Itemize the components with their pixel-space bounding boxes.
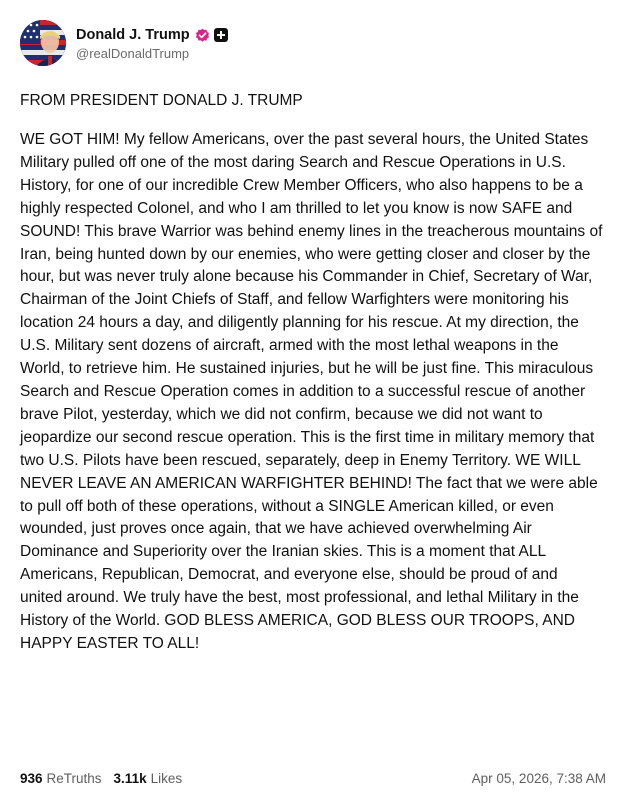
- post-headline: FROM PRESIDENT DONALD J. TRUMP: [20, 92, 303, 109]
- author-names: [76, 25, 228, 61]
- verified-badge-icon: [195, 28, 210, 43]
- avatar[interactable]: [20, 20, 66, 66]
- retruths-stat[interactable]: [20, 771, 102, 786]
- likes-label: Likes: [150, 770, 183, 786]
- likes-stat[interactable]: [114, 771, 183, 786]
- plus-badge-icon: [214, 28, 228, 42]
- author-display-name[interactable]: Donald J. Trump: [76, 27, 190, 43]
- name-row: [76, 25, 228, 45]
- author-handle[interactable]: @realDonaldTrump: [76, 46, 190, 61]
- retruths-count: 936: [20, 770, 43, 786]
- likes-count: 3.11k: [113, 770, 147, 786]
- avatar-image: [20, 20, 66, 66]
- post-body: WE GOT HIM! My fellow Americans, over the past several hours, the United States Military pulled off one of the most daring Search and Rescue Operations in U.S. History, for one of our incredible Crew Member Officers, who also happens to be a highly respected Colonel, and who I am thrilled to let you know is now SAFE and SOUND! This brave Warrior was behind enemy lines in the treacherous mountains of Iran, being hunted down by our enemies, who were getting closer and closer by the hour, but was never truly alone because his Commander in Chief, Secretary of War, Chairman of the Joint Chiefs of Staff, and fellow Warfighters were monitoring his location 24 hours a day, and diligently planning for his rescue. At my direction, the U.S. Military sent dozens of aircraft, armed with the most lethal weapons in the World, to retrieve him. He sustained injuries, but he will be just fine. This miraculous Search and Rescue Operation comes in addition to a successful rescue of another brave Pilot, yesterday, which we did not confirm, because we did not want to jeopardize our second rescue operation. This is the first time in military memory that two U.S. Pilots have been rescued, separately, deep in Enemy Territory. WE WILL NEVER LEAVE AN AMERICAN WARFIGHTER BEHIND! The fact that we were able to pull off both of these operations, without a SINGLE American killed, or even wounded, just proves once again, that we have achieved overwhelming Air Dominance and Superiority over the Iranian skies. This is a moment that ALL Americans, Republican, Democrat, and everyone else, should be proud of and united around. We truly have the best, most professional, and lethal Military in the History of the World. GOD BLESS AMERICA, GOD BLESS OUR TROOPS, AND HAPPY EASTER TO ALL!: [20, 131, 603, 652]
- post-footer: [20, 768, 606, 788]
- post-header: [20, 20, 228, 66]
- retruths-label: ReTruths: [46, 770, 102, 786]
- post-timestamp[interactable]: Apr 05, 2026, 7:38 AM: [471, 770, 606, 786]
